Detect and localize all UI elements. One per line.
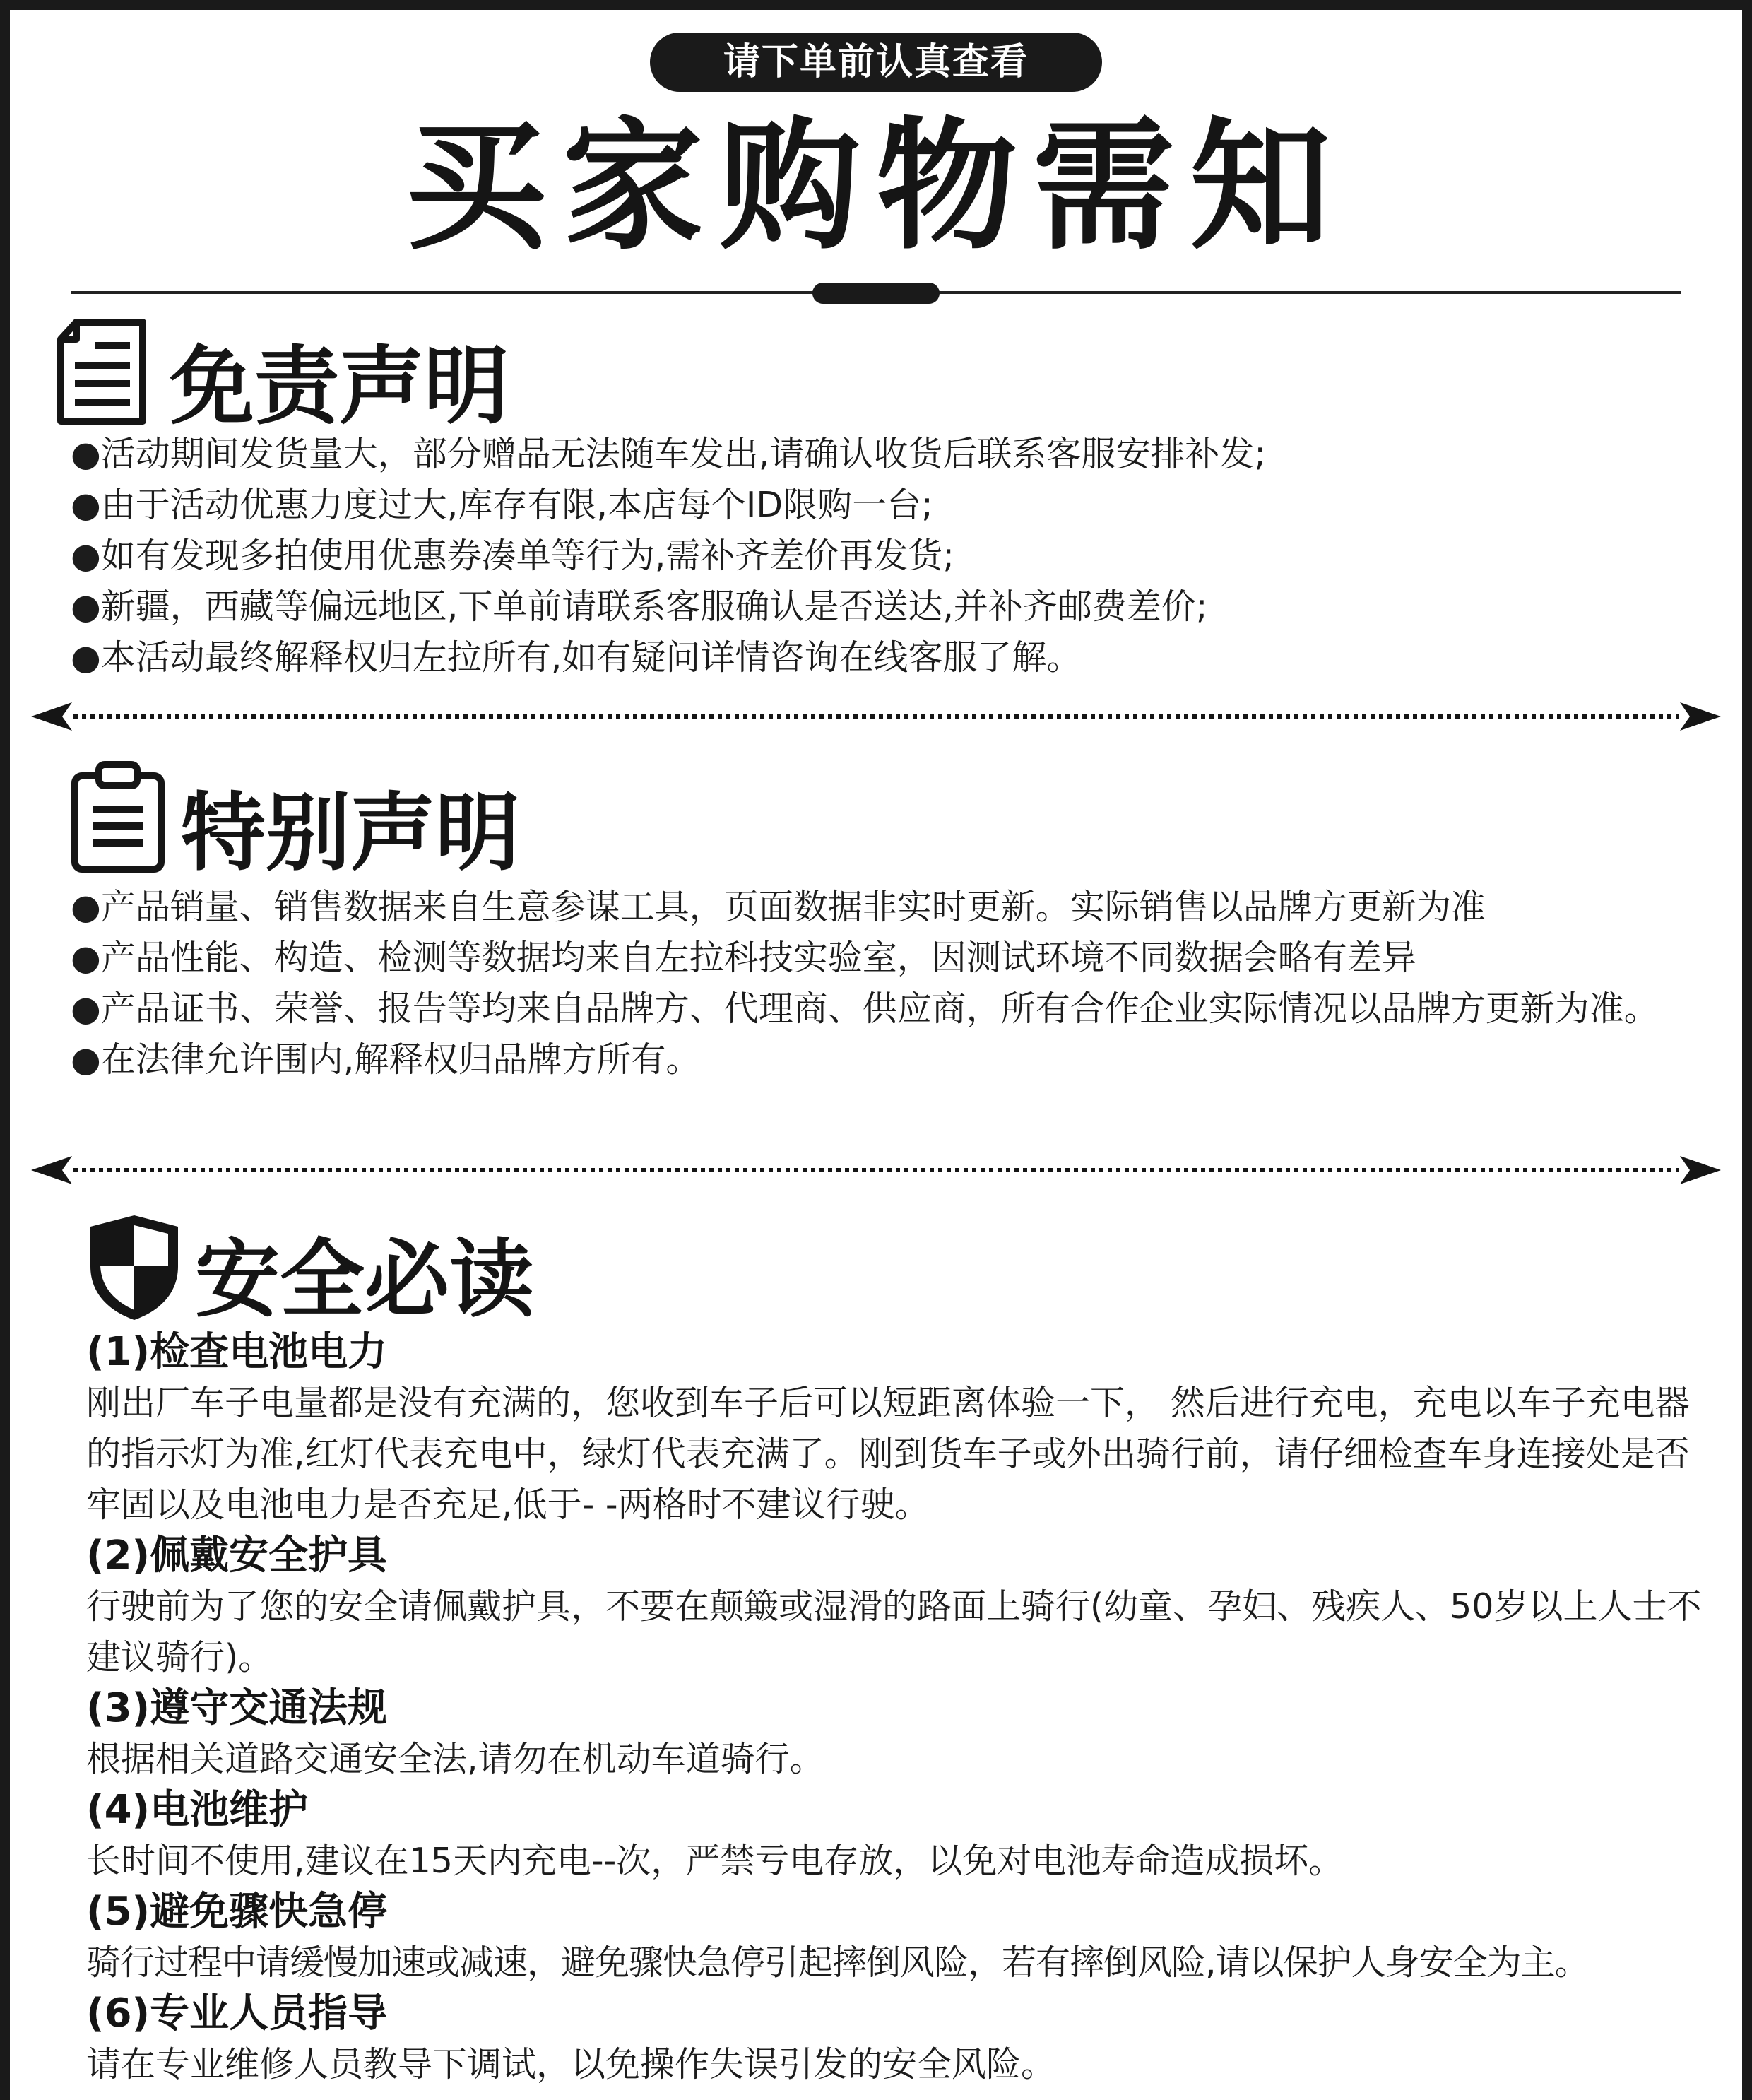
list-item: ●活动期间发货量大，部分赠品无法随车发出,请确认收货后联系客服安排补发; xyxy=(71,434,1266,474)
safety-item-body: 请在专业维修人员教导下调试，以免操作失误引发的安全风险。 xyxy=(86,2044,1056,2084)
document-icon xyxy=(55,317,148,427)
section-divider xyxy=(31,701,1721,732)
safety-item-title: (2)佩戴安全护具 xyxy=(86,1533,388,1579)
safety-item-body: 长时间不使用,建议在15天内充电--次，严禁亏电存放，以免对电池寿命造成损坏。 xyxy=(86,1841,1344,1881)
safety-item-title: (6)专业人员指导 xyxy=(86,1990,388,2036)
section-divider xyxy=(31,1155,1721,1186)
list-item: ●产品证书、荣誉、报告等均来自品牌方、代理商、供应商，所有合作企业实际情况以品牌方更新为准。 xyxy=(71,989,1659,1029)
safety-item-body: 行驶前为了您的安全请佩戴护具，不要在颠簸或湿滑的路面上骑行(幼童、孕妇、残疾人、50岁以上人士不建议骑行)。 xyxy=(86,1586,1702,1677)
list-item xyxy=(86,1887,1711,1988)
safety-item-body: 刚出厂车子电量都是没有充满的，您收到车子后可以短距离体验一下， 然后进行充电，充电以车子充电器的指示灯为准,红灯代表充电中，绿灯代表充满了。刚到货车子或外出骑行前，请仔细检查车身连接处是否牢固以及电池电力是否充足,低于- -两格时不建议行驶。 xyxy=(86,1383,1690,1525)
safety-item-title: (3)遵守交通法规 xyxy=(86,1685,388,1731)
list-item: ●产品性能、构造、检测等数据均来自左拉科技实验室，因测试环境不同数据会略有差异 xyxy=(71,938,1416,978)
list-item: ●产品销量、销售数据来自生意参谋工具，页面数据非实时更新。实际销售以品牌方更新为准 xyxy=(71,887,1486,927)
list-item: ●在法律允许围内,解释权归品牌方所有。 xyxy=(71,1039,701,1080)
disclaimer-heading: 免责声明 xyxy=(170,338,509,436)
list-item: ●如有发现多拍使用优惠券凑单等行为,需补齐差价再发货; xyxy=(71,536,954,576)
shield-icon xyxy=(85,1211,184,1324)
list-item xyxy=(86,1988,1711,2090)
page-title: 买家购物需知 xyxy=(405,105,1346,269)
list-item xyxy=(86,1683,1711,1785)
title-rule-tab xyxy=(812,283,940,304)
list-item xyxy=(86,1327,1711,1530)
safety-list xyxy=(86,1327,1711,2090)
safety-item-title: (4)电池维护 xyxy=(86,1787,309,1833)
list-item: ●本活动最终解释权归左拉所有,如有疑问详情咨询在线客服了解。 xyxy=(71,637,1082,678)
special-list xyxy=(71,882,1688,1085)
safety-heading: 安全必读 xyxy=(195,1231,534,1329)
safety-item-title: (5)避免骤快急停 xyxy=(86,1889,388,1935)
safety-item-body: 根据相关道路交通安全法,请勿在机动车道骑行。 xyxy=(86,1739,824,1779)
safety-item-body: 骑行过程中请缓慢加速或减速，避免骤快急停引起摔倒风险，若有摔倒风险,请以保护人身安全为主。 xyxy=(86,1942,1589,1983)
special-heading: 特别声明 xyxy=(181,784,520,883)
list-item xyxy=(86,1785,1711,1887)
list-item: ●由于活动优惠力度过大,库存有限,本店每个ID限购一台; xyxy=(71,485,933,525)
safety-item-title: (1)检查电池电力 xyxy=(86,1329,388,1375)
list-item: ●新疆，西藏等偏远地区,下单前请联系客服确认是否送达,并补齐邮费差价; xyxy=(71,586,1208,627)
disclaimer-list xyxy=(71,429,1688,683)
list-item xyxy=(86,1530,1711,1683)
clipboard-icon xyxy=(69,760,167,873)
header-badge: 请下单前认真查看 xyxy=(650,33,1102,92)
